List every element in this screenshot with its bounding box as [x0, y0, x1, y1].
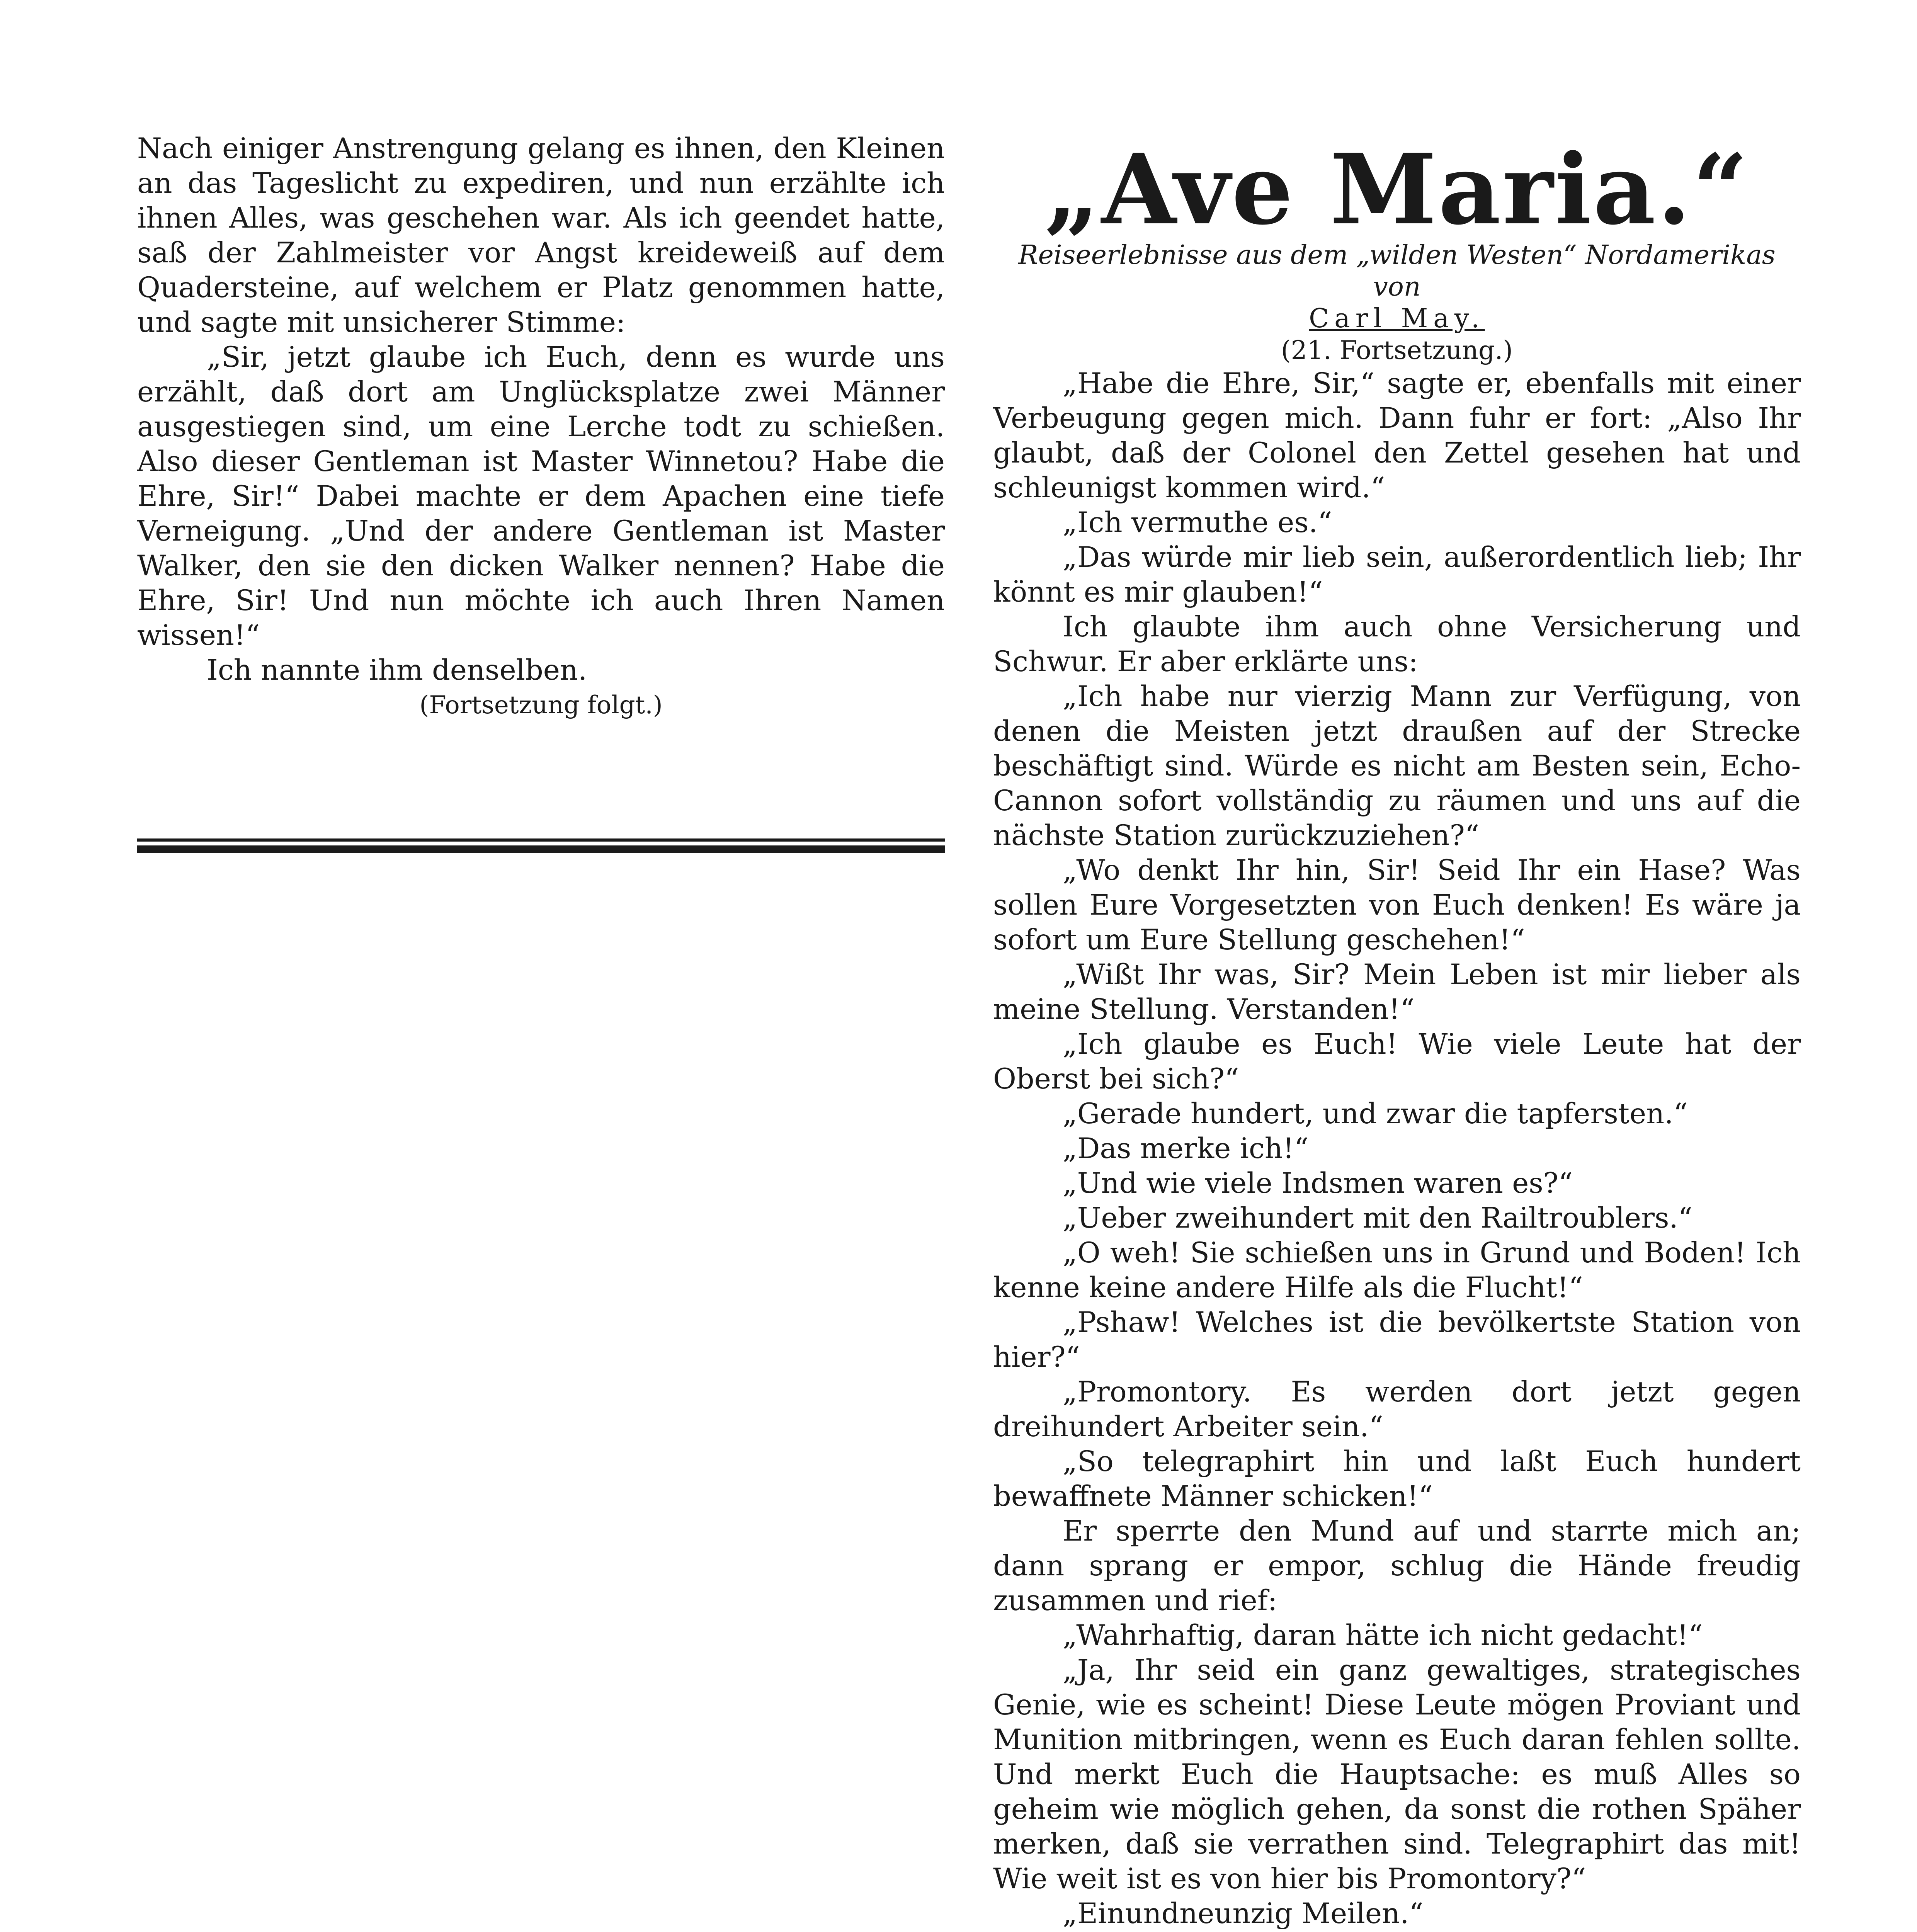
- paragraph: „Ueber zweihundert mit den Railtroublers.“: [1063, 1202, 1692, 1235]
- story-subtitle: Reiseerlebnisse aus dem „wilden Westen“ Nordamerikas von: [1018, 240, 1776, 302]
- story-title: „Ave Maria.“: [1044, 133, 1750, 246]
- continuation-note: (Fortsetzung folgt.): [419, 691, 663, 719]
- paragraph: „Einundneunzig Meilen.“: [1063, 1897, 1424, 1930]
- left-column: [137, 131, 945, 723]
- author-line: [993, 303, 1801, 335]
- paragraph: Ich nannte ihm denselben.: [207, 654, 587, 687]
- paragraph: Nach einiger Anstrengung gelang es ihnen, den Kleinen an das Tageslicht zu expediren, und nun erzählte ich ihnen Alles, was geschehen war. Als ich geendet hatte, saß der Zahlmeister vor Angst kreideweiß auf dem Quadersteine, auf welchem er Platz genommen hatte, und sagte mit unsicherer Stimme:: [137, 132, 945, 339]
- paragraph: „Promontory. Es werden dort jetzt gegen dreihundert Arbeiter sein.“: [993, 1376, 1801, 1443]
- end-of-article-rule: [137, 838, 945, 853]
- paragraph: „Wahrhaftig, daran hätte ich nicht gedacht!“: [1063, 1619, 1703, 1652]
- paragraph: „Sir, jetzt glaube ich Euch, denn es wurde uns erzählt, daß dort am Unglücksplatze zwei Männer ausgestiegen sind, um eine Lerche todt zu schießen. Also dieser Gentleman ist Master Winnetou? Habe die Ehre, Sir!“ Dabei machte er dem Apachen eine tiefe Verneigung. „Und der andere Gentleman ist Master Walker, den sie den dicken Walker nennen? Habe die Ehre, Sir! Und nun möchte ich auch Ihren Namen wissen!“: [137, 341, 945, 652]
- paragraph: „Ich glaube es Euch! Wie viele Leute hat der Oberst bei sich?“: [993, 1028, 1801, 1095]
- paragraph: „Wo denkt Ihr hin, Sir! Seid Ihr ein Hase? Was sollen Eure Vorgesetzten von Euch denken! Es wäre ja sofort um Eure Stellung geschehen!“: [993, 854, 1801, 956]
- paragraph: „O weh! Sie schießen uns in Grund und Boden! Ich kenne keine andere Hilfe als die Flucht!“: [993, 1236, 1801, 1304]
- paragraph: „Ich vermuthe es.“: [1063, 506, 1332, 539]
- paragraph: „Das merke ich!“: [1063, 1132, 1309, 1165]
- paragraph: „Gerade hundert, und zwar die tapfersten.“: [1063, 1097, 1688, 1130]
- paragraph: „Habe die Ehre, Sir,“ sagte er, ebenfalls mit einer Verbeugung gegen mich. Dann fuhr er fort: „Also Ihr glaubt, daß der Colonel den Zettel gesehen hat und schleunigst kommen wird.“: [993, 367, 1801, 504]
- thin-rule: [137, 838, 945, 842]
- paragraph: Er sperrte den Mund auf und starrte mich an; dann sprang er empor, schlug die Hände freudig zusammen und rief:: [993, 1515, 1801, 1617]
- paragraph: „Das würde mir lieb sein, außerordentlich lieb; Ihr könnt es mir glauben!“: [993, 541, 1801, 609]
- author-name: Carl May.: [1309, 303, 1485, 334]
- paragraph: „Ja, Ihr seid ein ganz gewaltiges, strategisches Genie, wie es scheint! Diese Leute mögen Proviant und Munition mitbringen, wenn es Euch daran fehlen sollte. Und merkt Euch die Hauptsache: es muß Alles so geheim wie möglich gehen, da sonst die rothen Späher merken, daß sie verrathen sind. Telegraphirt das mit! Wie weit ist es von hier bis Promontory?“: [993, 1654, 1801, 1895]
- paragraph: „So telegraphirt hin und laßt Euch hundert bewaffnete Männer schicken!“: [993, 1445, 1801, 1513]
- paragraph: „Pshaw! Welches ist die bevölkertste Station von hier?“: [993, 1306, 1801, 1374]
- right-column: [993, 133, 1801, 1932]
- paragraph: „Ich habe nur vierzig Mann zur Verfügung, von denen die Meisten jetzt draußen auf der Strecke beschäftigt sind. Würde es nicht am Besten sein, Echo-Cannon sofort vollständig zu räumen und uns auf die nächste Station zurückzuziehen?“: [993, 680, 1801, 852]
- paragraph: „Und wie viele Indsmen waren es?“: [1063, 1167, 1573, 1200]
- installment-label: (21. Fortsetzung.): [1281, 335, 1513, 365]
- paragraph: Ich glaubte ihm auch ohne Versicherung und Schwur. Er aber erklärte uns:: [993, 611, 1801, 678]
- paragraph: „Wißt Ihr was, Sir? Mein Leben ist mir lieber als meine Stellung. Verstanden!“: [993, 958, 1801, 1026]
- thick-rule: [137, 845, 945, 853]
